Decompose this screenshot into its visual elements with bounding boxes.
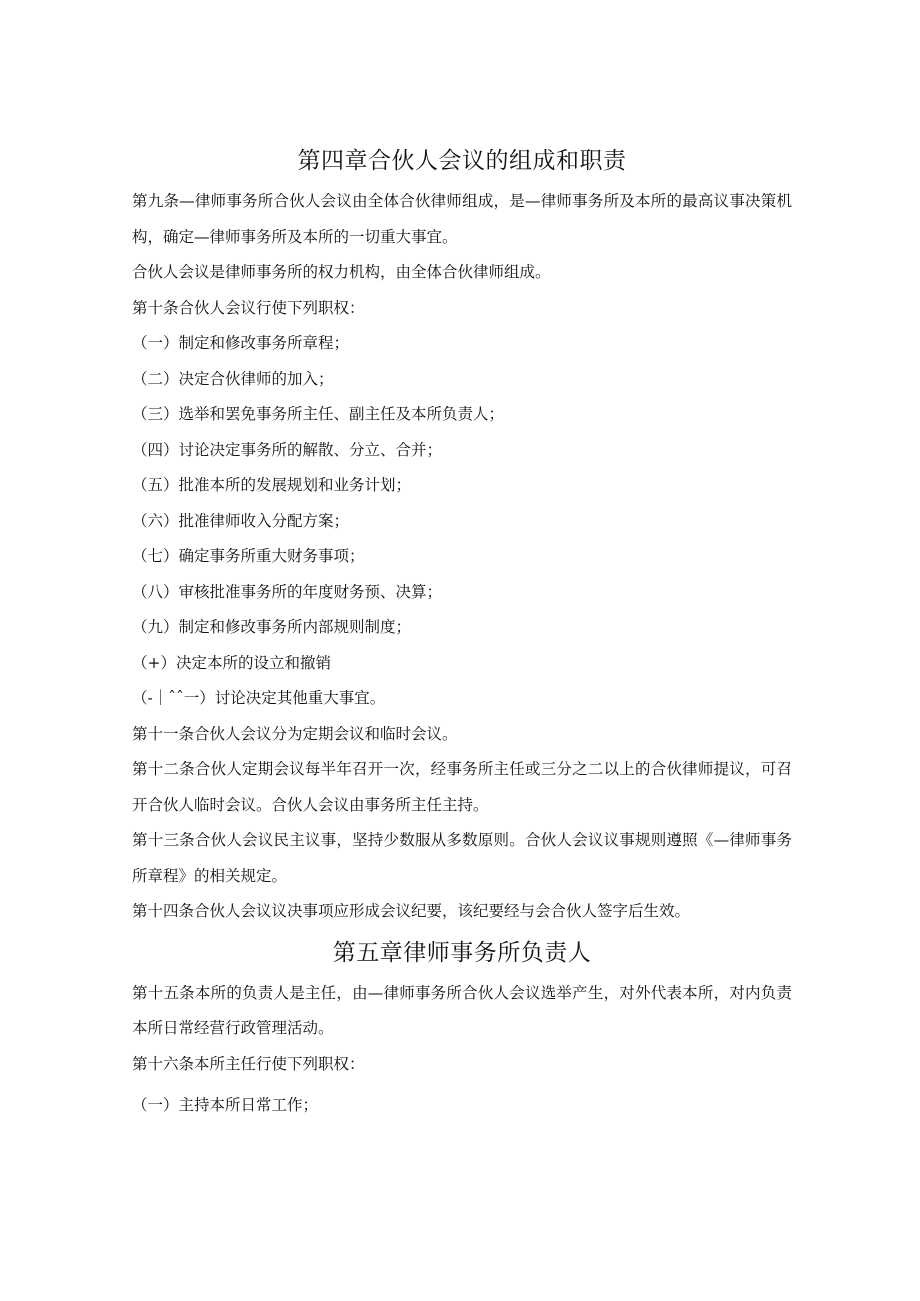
chapter-5-heading: 第五章律师事务所负责人 xyxy=(332,939,592,966)
list-item-8: （八）审核批准事务所的年度财务预、决算； xyxy=(132,582,443,601)
article-13: 第十三条合伙人会议民主议事，坚持少数服从多数原则。合伙人会议议事规则遵照《—律师事务所章程》的相关规定。 xyxy=(132,831,792,885)
chapter-4-heading: 第四章合伙人会议的组成和职责 xyxy=(297,148,627,174)
list-item-2: （二）决定合伙律师的加入； xyxy=(132,369,334,388)
article-16: 第十六条本所主任行使下列职权： xyxy=(132,1054,365,1073)
article-14: 第十四条合伙人会议议决事项应形成会议纪要，该纪要经与会合伙人签字后生效。 xyxy=(132,902,691,920)
list-item-6: （六）批准律师收入分配方案； xyxy=(132,511,350,530)
paragraph-partner-meeting-authority: 合伙人会议是律师事务所的权力机构，由全体合伙律师组成。 xyxy=(132,263,551,281)
list-item-4: （四）讨论决定事务所的解散、分立、合并； xyxy=(132,440,443,459)
article-12: 第十二条合伙人定期会议每半年召开一次，经事务所主任或三分之二以上的合伙律师提议，可召开合伙人临时会议。合伙人会议由事务所主任主持。 xyxy=(132,760,792,814)
list-item-9: （九）制定和修改事务所内部规则制度； xyxy=(132,618,412,636)
article-10: 第十条合伙人会议行使下列职权： xyxy=(132,298,365,317)
article-15: 第十五条本所的负责人是主任，由—律师事务所合伙人会议选举产生，对外代表本所，对内负责本所日常经营行政管理活动。 xyxy=(132,983,792,1037)
list-item-1: （一）制定和修改事务所章程； xyxy=(132,334,350,352)
list-item-director-1: （一）主持本所日常工作； xyxy=(132,1096,319,1114)
list-item-11: （-｜ˆˆ一）讨论决定其他重大事宜。 xyxy=(132,689,386,707)
list-item-5: （五）批准本所的发展规划和业务计划； xyxy=(132,476,412,494)
list-item-10: （+）决定本所的设立和撤销 xyxy=(132,653,331,672)
article-9: 第九条—律师事务所合伙人会议由全体合伙律师组成，是—律师事务所及本所的最高议事决策机构，确定—律师事务所及本所的一切重大事宜。 xyxy=(132,192,792,246)
list-item-3: （三）选举和罢免事务所主任、副主任及本所负责人； xyxy=(132,405,505,423)
article-11: 第十一条合伙人会议分为定期会议和临时会议。 xyxy=(132,724,458,743)
list-item-7: （七）确定事务所重大财务事项； xyxy=(132,547,365,565)
document-body xyxy=(132,144,792,1124)
